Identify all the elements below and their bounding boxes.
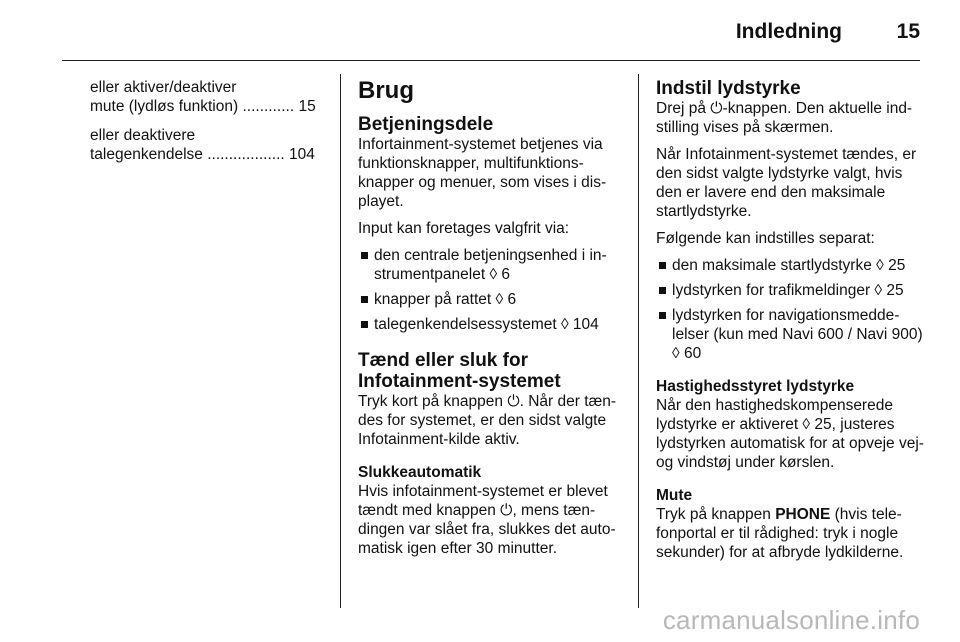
- list-item: lydstyrken for trafikmeldinger ◊ 25: [656, 281, 926, 300]
- header-rule: [62, 60, 920, 61]
- paragraph: Input kan foretages valgfrit via:: [358, 220, 570, 237]
- text-run: Tryk på knappen: [656, 506, 776, 523]
- header-title: Indledning: [735, 20, 842, 43]
- subheading-slukkeautomatik: Slukkeautomatik: [358, 464, 482, 481]
- paragraph: Drej på ⏻-knappen. Den aktuelle ind-stilling vises på skærmen.: [656, 100, 913, 136]
- paragraph: Når Infotainment-systemet tændes, er den sidst valgte lydstyrke valgt, hvis den er lavere end den maksimale startlydstyrke.: [656, 146, 917, 220]
- column-divider-2: [638, 74, 639, 608]
- index-text: talegenkendelse .................. 104: [90, 146, 315, 163]
- subheading-mute: Mute: [656, 487, 693, 504]
- list-item: knapper på rattet ◊ 6: [358, 290, 628, 309]
- paragraph: Følgende kan indstilles separat:: [656, 230, 875, 247]
- column-right: [656, 78, 926, 570]
- paragraph: Tryk kort på knappen ⏻. Når der tæn-des for systemet, er den sidst valgte Infotainment-kilde aktiv.: [358, 393, 617, 448]
- list-item: lydstyrken for navigationsmedde-lelser (kun med Navi 600 / Navi 900) ◊ 60: [656, 306, 926, 363]
- page-number: 15: [896, 20, 920, 43]
- bullet-list: [358, 246, 628, 334]
- column-middle: [358, 78, 628, 566]
- list-item: den maksimale startlydstyrke ◊ 25: [656, 256, 926, 275]
- subheading-betjeningsdele: Betjeningsdele: [358, 114, 494, 135]
- index-text: eller aktiver/deaktiver: [90, 79, 237, 96]
- watermark: carmanualsonline.info: [662, 605, 920, 635]
- heading-line: Infotainment-systemet: [358, 371, 561, 392]
- list-item: talegenkendelsessystemet ◊ 104: [358, 315, 628, 334]
- text-run: (hvis tele-fonportal er til rådighed: tryk i nogle sekunder) for at afbryde lydkilderne.: [656, 506, 904, 561]
- index-text: eller deaktivere: [90, 127, 196, 144]
- index-entry-mute: [90, 78, 330, 116]
- subheading-taend-sluk: [358, 350, 628, 392]
- phone-key-label: PHONE: [775, 506, 831, 523]
- page-header: [0, 0, 960, 62]
- paragraph: Hvis infotainment-systemet er blevet tændt med knappen ⏻, mens tæn-dingen var slået fra, slukkes det auto-matisk igen efter 30 minutter.: [358, 483, 616, 557]
- index-entry-voice: [90, 126, 330, 164]
- column-divider-1: [340, 74, 341, 608]
- column-left: [90, 78, 330, 174]
- subheading-hastighedsstyret: Hastighedsstyret lydstyrke: [656, 378, 855, 395]
- list-item: den centrale betjeningsenhed i in-strumentpanelet ◊ 6: [358, 246, 628, 284]
- index-text: mute (lydløs funktion) ............ 15: [90, 98, 316, 115]
- paragraph: [656, 505, 926, 562]
- section-heading-brug: Brug: [358, 77, 414, 104]
- bullet-list: [656, 256, 926, 363]
- subheading-indstil-lydstyrke: Indstil lydstyrke: [656, 78, 801, 99]
- heading-line: Tænd eller sluk for: [358, 350, 528, 371]
- paragraph: Når den hastighedskompenserede lydstyrke er aktiveret ◊ 25, justeres lydstyrken automatisk for at opveje vej- og vindstøj under kørslen.: [656, 397, 924, 471]
- paragraph: Infortainment-systemet betjenes via funktionsknapper, multifunktions-knapper og menuer, som vises i dis-playet.: [358, 136, 607, 210]
